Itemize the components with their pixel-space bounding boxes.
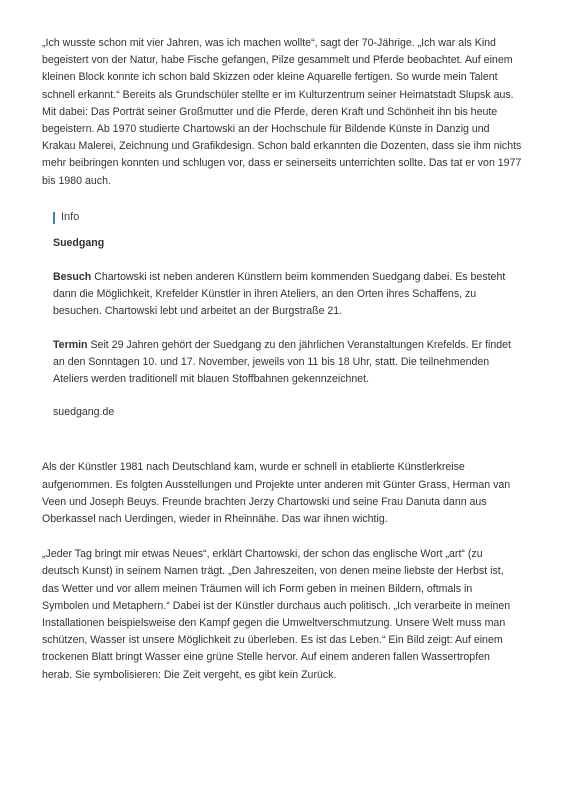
info-accent-bar — [53, 212, 55, 224]
info-label-row — [53, 209, 511, 227]
info-termin-text: Seit 29 Jahren gehört der Suedgang zu den jährlichen Veranstaltungen Krefelds. Er findet an den Sonntagen 10. und 17. November, jeweils von 11 bis 18 Uhr, statt. Die teilnehmenden Ateliers werden traditionell mit blauen Stoffbahnen gekennzeichnet. — [53, 338, 511, 386]
article-paragraph-1: „Ich wusste schon mit vier Jahren, was ich machen wollte“, sagt der 70-Jährige. „Ich war als Kind begeistert von der Natur, habe Fische gefangen, Pilze gesammelt und Pferde beobachtet. Auf einem kleinen Block konnte ich schon bald Skizzen oder kleine Aquarelle fertigen. So wurde mein Talent schnell erkannt.“ Bereits als Grundschüler stellte er im Kulturzentrum seiner Heimatstadt Slupsk aus. Mit dabei: Das Porträt seiner Großmutter und die Pferde, deren Kraft und Schönheit ihn bis heute begeistern. Ab 1970 studierte Chartowski an der Hochschule für Bildende Künste in Danzig und Krakau Malerei, Zeichnung und Grafikdesign. Schon bald erkannten die Dozenten, dass sie ihm nichts mehr beibringen konnten und schlugen vor, dass er seinerseits unterrichten sollte. Das tat er von 1977 bis 1980 auch. — [42, 37, 522, 187]
article-paragraph-2: Als der Künstler 1981 nach Deutschland kam, wurde er schnell in etablierte Künstlerkreise aufgenommen. Es folgten Ausstellungen und Projekte unter anderen mit Günter Grass, Herman van Veen und Joseph Beuys. Freunde brachten Jerzy Chartowski und seine Frau Danuta dann aus Oberkassel nach Uerdingen, wieder in Rheinnähe. Das war ihnen wichtig. — [42, 461, 511, 526]
article-page — [42, 35, 522, 702]
info-box — [53, 209, 511, 422]
info-besuch — [53, 269, 511, 321]
info-termin — [53, 337, 511, 389]
info-besuch-text: Chartowski ist neben anderen Künstlern beim kommenden Suedgang dabei. Es besteht dann die Möglichkeit, Krefelder Künstler in ihren Ateliers, an den Orten ihres Schaffens, zu besuchen. Chartowski lebt und arbeitet an der Burgstraße 21. — [53, 271, 506, 318]
article-paragraph-3: „Jeder Tag bringt mir etwas Neues“, erklärt Chartowski, der schon das englische Wort „art“ (zu deutsch Kunst) in seinem Namen trägt. „Den Jahreszeiten, von denen meine liebste der Herbst ist, das Wetter und vor allem meinen Träumen will ich Form geben in meinen Bildern, oftmals in Symbolen und Metaphern.“ Dabei ist der Künstler durchaus auch politisch. „Ich verarbeite in meinen Installationen beispielsweise den Kampf gegen die Umweltverschmutzung. Unsere Welt muss man schützen, Wasser ist unsere Möglichkeit zu überleben. Es ist das Leben.“ Ein Bild zeigt: Auf einem trockenen Blatt bringt Wasser eine grüne Stelle hervor. Auf einem anderen fallen Wassertropfen herab. Sie symbolisieren: Die Zeit vergeht, es gibt kein Zurück. — [42, 548, 511, 681]
info-title: Suedgang — [53, 236, 105, 249]
info-termin-label: Termin — [53, 338, 88, 351]
info-label: Info — [61, 211, 80, 224]
info-link[interactable]: suedgang.de — [53, 406, 115, 419]
info-besuch-label: Besuch — [53, 271, 92, 284]
